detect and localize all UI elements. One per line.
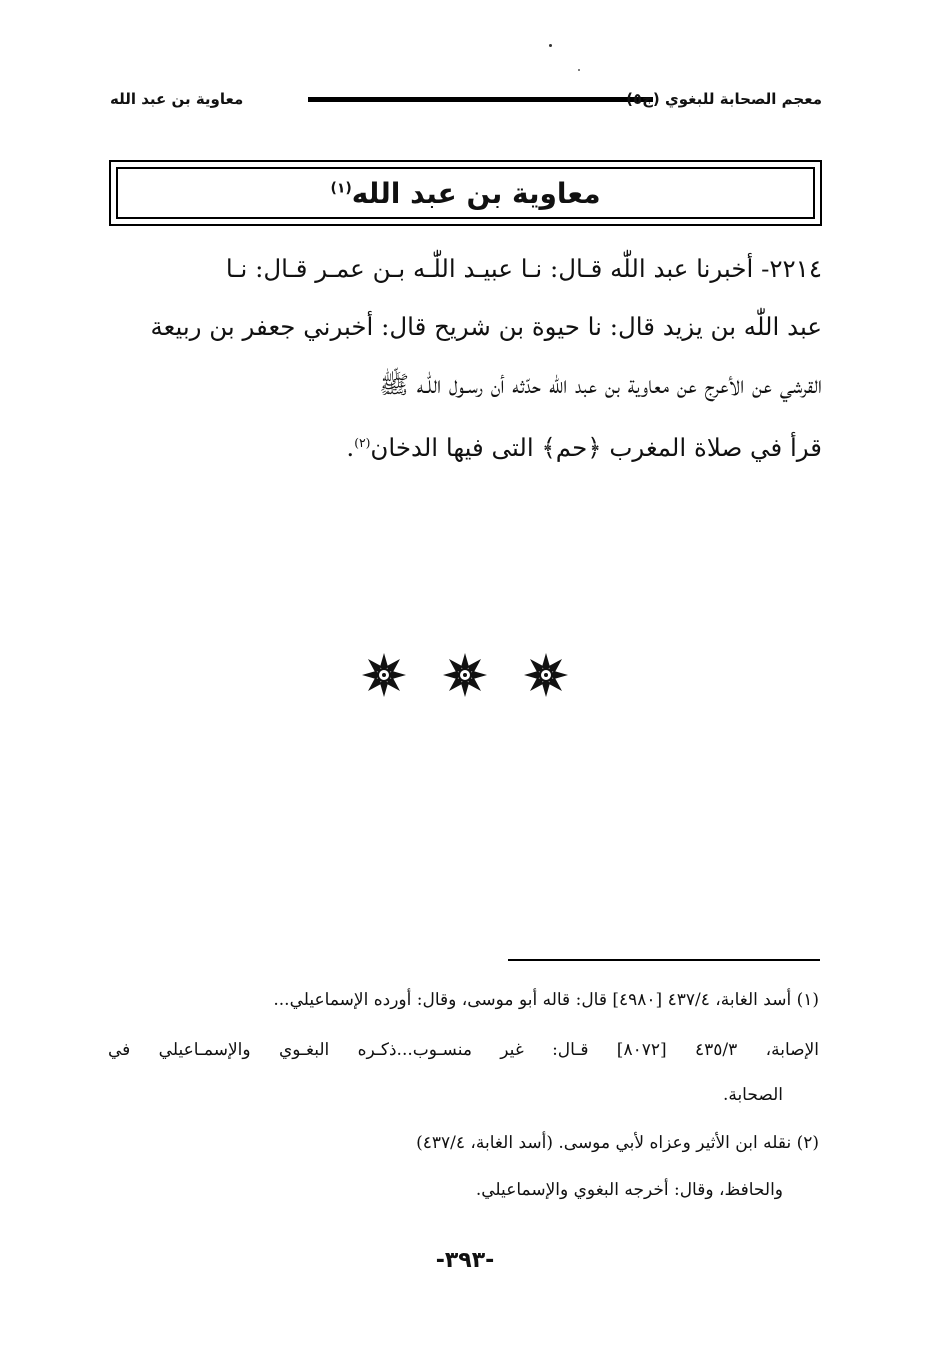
scan-speck — [549, 44, 552, 47]
footnote-1-continuation — [108, 1040, 819, 1060]
header-rule — [308, 97, 653, 102]
footnote-1-line-2: الإصابة، ٤٣٥/٣ [٨٠٧٢] قـال: غير منسـوب...ذكـره البغـوي والإسمـاعيلي في — [108, 1040, 819, 1060]
page-number: -٣٩٣- — [435, 1248, 495, 1273]
footnote-2-continuation: والحافظ، وقال: أخرجه البغوي والإسماعيلي. — [475, 1180, 783, 1200]
footnote-2: (٢) نقله ابن الأثير وعزاه لأبي موسى. (أسد الغابة، ٤٣٧/٤) — [416, 1133, 819, 1153]
hadith-line-text: قرأ في صلاة المغرب ﴿حم﴾ التى فيها الدخان — [370, 433, 822, 463]
hadith-line-last — [108, 414, 822, 477]
ornament-star-icon — [522, 651, 570, 699]
running-header — [110, 86, 822, 116]
end-punctuation: . — [346, 433, 355, 463]
scan-speck — [578, 69, 580, 71]
footnote-ref-1[interactable]: (١) — [330, 180, 352, 197]
ornament-star-icon — [441, 651, 489, 699]
entry-title-frame — [116, 167, 815, 219]
running-header-book: معجم الصحابة للبغوي (ج٥) — [626, 90, 822, 108]
ornament-star-icon — [360, 651, 408, 699]
entry-title — [330, 177, 600, 210]
section-divider-stars — [360, 650, 570, 700]
hadith-line: ٢٢١٤- أخبرنا عبد اللّٰه قـال: نـا عبيـد اللّٰـه بـن عمـر قـال: نـا — [225, 254, 822, 283]
hadith-text — [108, 240, 822, 477]
running-header-chapter: معاوية بن عبد الله — [110, 90, 244, 108]
footnote-1-continuation-end: الصحابة. — [722, 1085, 783, 1105]
footnote-ref-2[interactable]: (٢) — [354, 436, 371, 450]
entry-title-box — [109, 160, 822, 226]
hadith-line: عبد اللّٰه بن يزيد قال: نا حيوة بن شريح قال: أخبرني جعفر بن ربيعة — [150, 312, 822, 341]
entry-title-text: معاوية بن عبد الله — [351, 176, 601, 210]
hadith-line: القرشي عن الأعرج عن معاوية بن عبد اللّٰه حدّثه أن رسـول اللّٰـه ﷺ — [379, 370, 822, 399]
footnote-separator — [508, 959, 820, 961]
footnote-1: (١) أسد الغابة، ٤٣٧/٤ [٤٩٨٠] قال: قاله أبو موسى، وقال: أورده الإسماعيلي... — [273, 990, 819, 1010]
